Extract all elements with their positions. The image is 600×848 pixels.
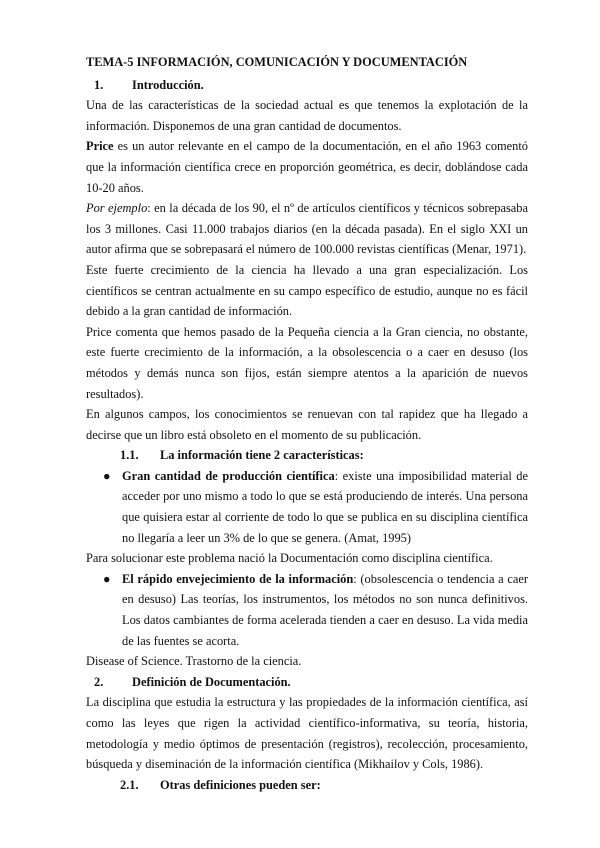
section-title: Otras definiciones pueden ser: [160, 777, 321, 792]
section-title: Introducción. [132, 77, 204, 92]
section-heading-2 [86, 672, 528, 693]
section-number: 1.1. [120, 448, 139, 463]
paragraph-price [86, 136, 528, 198]
section-title: La información tiene 2 características: [160, 448, 364, 463]
section-heading-1 [86, 75, 528, 96]
section-title: Definición de Documentación. [132, 674, 291, 689]
paragraph-obsolete-book: En algunos campos, los conocimientos se renuevan con tal rapidez que ha llegado a decirse que un libro está obsoleto en el momento de su publicación. [86, 407, 528, 442]
paragraph-specialization: Este fuerte crecimiento de la ciencia ha llevado a una gran especialización. Los científicos se centran actualmente en su campo específico de estudio, aunque no es fácil debido a la gran cantidad de información. [86, 262, 528, 319]
example-label: Por ejemplo [86, 201, 148, 216]
paragraph-big-science: Price comenta que hemos pasado de la Pequeña ciencia a la Gran ciencia, no obstante, este fuerte crecimiento de la información, a la obsolescencia o a caer en desuso (los métodos y demás nunca son fijos, están siempre atentos a la aparición de nuevos resultados). [86, 324, 528, 401]
paragraph-intro: Una de las características de la sociedad actual es que tenemos la explotación de la información. Disponemos de una gran cantidad de documentos. [86, 98, 528, 133]
paragraph-definition: La disciplina que estudia la estructura y las propiedades de la información científica, así como las leyes que rigen la actividad científico-informativa, su teoría, historia, metodología y medio óptimos de presentación (registros), recolección, procesamiento, búsqueda y diseminación de la información científica (Mikhailov y Cols, 1986). [86, 695, 528, 772]
list-item [86, 466, 528, 548]
section-heading-1-1 [86, 445, 528, 466]
paragraph-example [86, 198, 528, 260]
section-heading-2-1 [86, 775, 528, 796]
paragraph-disease: Disease of Science. Trastorno de la ciencia. [86, 654, 302, 669]
document-title: TEMA-5 INFORMACIÓN, COMUNICACIÓN Y DOCUMENTACIÓN [86, 55, 468, 69]
characteristics-list [86, 466, 528, 548]
section-number: 1. [94, 77, 104, 92]
list-item-text: : (obsolescencia o tendencia a caer en desuso) Las teorías, los instrumentos, los métodos no son nunca definitivos. Los datos cambiantes de forma acelerada tienden a caer en desuso. La vida media de las fuentes se acorta. [122, 571, 529, 648]
paragraph-text: es un autor relevante en el campo de la documentación, en el año 1963 comentó que la información científica crece en proporción geométrica, es decir, doblándose cada 10-20 años. [86, 139, 528, 195]
list-item-term: Gran cantidad de producción científica [122, 468, 335, 483]
section-number: 2. [94, 674, 104, 689]
characteristics-list-2 [86, 569, 528, 651]
list-item-term: El rápido envejecimiento de la información [122, 571, 354, 586]
section-number: 2.1. [120, 777, 139, 792]
bullet-icon: ● [103, 468, 111, 483]
paragraph-text: : en la década de los 90, el nº de artículos científicos y técnicos sobrepasaba los 3 millones. Casi 11.000 trabajos diarios (en la década pasada). En el siglo XXI un autor afirma que se sobrepasará el número de 100.000 revistas científicas (Menar, 1971). [86, 201, 528, 257]
author-name: Price [86, 139, 114, 154]
list-item [86, 569, 528, 651]
list-item-text: : existe una imposibilidad material de acceder por uno mismo a todo lo que se está produciendo de interés. Una persona que quisiera estar al corriente de todo lo que se publica en su disciplina científica no llegaría a leer un 3% de lo que se genera. (Amat, 1995) [122, 468, 529, 545]
paragraph-solution: Para solucionar este problema nació la Documentación como disciplina científica. [86, 551, 493, 566]
bullet-icon: ● [103, 571, 111, 586]
